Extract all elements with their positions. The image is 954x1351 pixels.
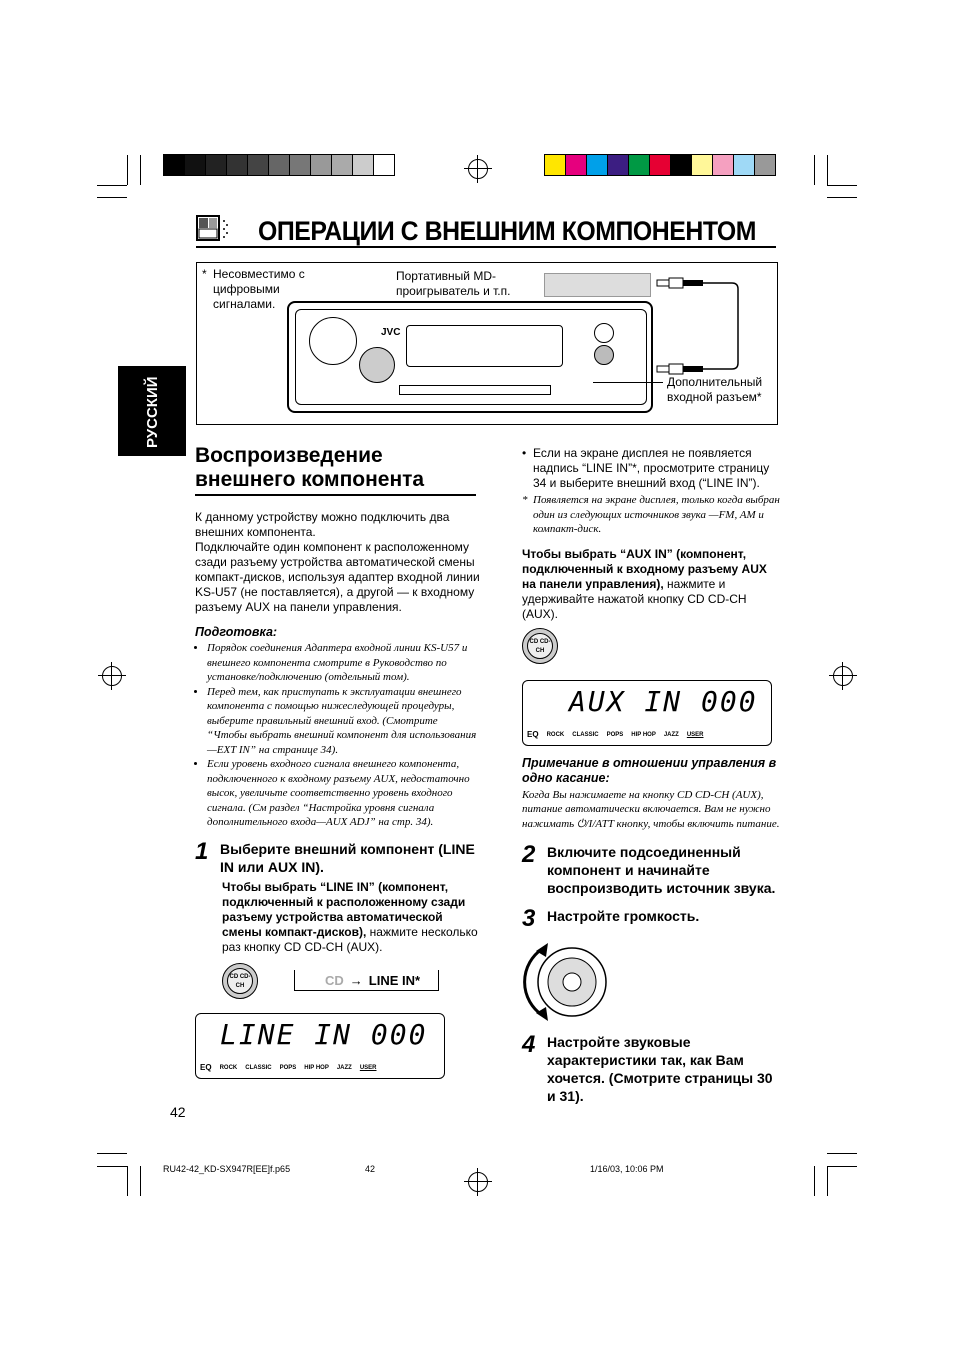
flow-line-in: LINE IN* (368, 972, 421, 988)
registration-mark (102, 666, 122, 686)
lcd-text: LINE IN 000 (220, 1017, 428, 1051)
eq-labels (527, 731, 704, 739)
aux-in-instruction: Чтобы выбрать “AUX IN” (компонент, подключенный к входному разъему AUX на панели управления), (522, 546, 767, 591)
color-swatch (226, 154, 248, 176)
crop-mark (97, 1153, 127, 1154)
eq-label: USER (686, 731, 704, 738)
step-number: 1 (195, 837, 209, 865)
color-swatch (586, 154, 608, 176)
section-heading: Воспроизведение внешнего компонента (195, 444, 425, 491)
preset-buttons[interactable] (399, 385, 551, 395)
color-swatch (670, 154, 692, 176)
color-swatch (649, 154, 671, 176)
color-swatch (628, 154, 650, 176)
step-4-text: Настройте звуковые характеристики так, как Вам хочется. (Смотрите страницы 30 и 31). (547, 1034, 773, 1104)
line-in-note (522, 446, 784, 491)
eq-labels (200, 1064, 377, 1072)
step-number: 4 (522, 1031, 536, 1058)
crop-mark (127, 155, 128, 185)
eq-label: USER (359, 1064, 377, 1071)
eq-label: EQ (200, 1062, 212, 1072)
intro-paragraph: К данному устройству можно подключить два внешних компонента. (195, 510, 450, 539)
step-3 (522, 907, 784, 931)
step-number: 2 (522, 841, 536, 868)
eq-label: JAZZ (663, 731, 679, 738)
step-1-text: Выберите внешний компонент (LINE IN или AUX IN). (220, 840, 475, 875)
note-title: Примечание в отношении управления в одно касание: (522, 755, 777, 785)
grayscale-bar (163, 154, 394, 176)
color-swatch (754, 154, 776, 176)
eq-label: POPS (279, 1064, 297, 1071)
bullet-icon: • (522, 446, 527, 460)
control-dial (309, 317, 357, 365)
footer-filename: RU42-42_KD-SX947R[EE]f.p65 (163, 1164, 291, 1174)
crop-mark (97, 185, 127, 186)
footer-date: 1/16/03, 10:06 PM (590, 1164, 664, 1174)
left-column (195, 444, 480, 1079)
page-number: 42 (170, 1104, 186, 1120)
flow-cd: CD (325, 972, 344, 988)
color-swatch (268, 154, 290, 176)
portable-player-label: Портативный MD-проигрыватель и т.п. (396, 269, 511, 298)
registration-mark (468, 159, 488, 179)
incompatibility-note: Несовместимо с цифровыми сигналами. (213, 267, 305, 311)
crop-mark (827, 185, 857, 186)
crop-mark (140, 155, 141, 185)
pointer-line (593, 382, 663, 383)
color-swatch (691, 154, 713, 176)
eq-label: HIP HOP (304, 1064, 329, 1071)
step-2 (522, 843, 784, 897)
color-bar (544, 154, 775, 176)
crop-mark (814, 155, 815, 185)
right-column (522, 446, 784, 1105)
preparation-item: • Если уровень входного сигнала внешнего компонента, подключенного к входному разъему AUX, недостаточно высок, увеличьте соответственно уровень входного сигнала. (См раздел “Настройка уровня сигнала дополнительного входа—AUX ADJ” на стр. 34). (207, 757, 480, 830)
cd-cdch-button[interactable] (522, 628, 558, 664)
preparation-item: • Перед тем, как приступать к эксплуатации внешнего компонента с помощью нижеследующей процедуры, выберите правильный внешний вход. (Смотрите “Чтобы выбрать внешний компонент для использования—EXT IN” на странице 34). (207, 685, 480, 758)
color-swatch (310, 154, 332, 176)
portable-player (544, 273, 651, 297)
preparation-title: Подготовка: (195, 625, 278, 639)
crop-mark (127, 1166, 128, 1196)
aux-jack-label: Дополнительный входной разъем* (667, 375, 763, 404)
preparation-item: • Порядок соединения Адаптера входной линии KS-U57 и внешнего компонента смотрите в Руководство по установке/подключению (отдельный том). (207, 641, 480, 685)
flow-box (294, 970, 439, 991)
page-title: ОПЕРАЦИИ С ВНЕШНИМ КОМПОНЕНТОМ (258, 216, 757, 246)
lcd-display (195, 1013, 445, 1079)
cd-button-label: CD CD-CH (227, 968, 253, 994)
crop-mark (140, 1166, 141, 1196)
color-swatch (352, 154, 374, 176)
cd-button-label: CD CD-CH (527, 633, 553, 659)
color-swatch (373, 154, 395, 176)
color-swatch (163, 154, 185, 176)
crop-mark (814, 1166, 815, 1196)
color-swatch (733, 154, 755, 176)
eq-label: JAZZ (336, 1064, 352, 1071)
eq-label: POPS (606, 731, 624, 738)
crop-mark (97, 1166, 127, 1167)
heading-rule (195, 494, 476, 496)
color-swatch (544, 154, 566, 176)
registration-mark (833, 666, 853, 686)
eq-label: CLASSIC (572, 731, 599, 738)
cd-cdch-button[interactable] (222, 963, 258, 999)
language-tab-label: РУССКИЙ (144, 376, 161, 448)
color-swatch (247, 154, 269, 176)
color-swatch (184, 154, 206, 176)
eq-label: HIP HOP (631, 731, 656, 738)
step-4 (522, 1033, 784, 1105)
footnote: * Появляется на экране дисплея, только когда выбран один из следующих источников звука —FM, AM и компакт-диск. (522, 493, 784, 537)
title-rule (196, 246, 776, 248)
crop-mark (827, 197, 857, 198)
crop-mark (827, 155, 828, 185)
color-swatch (205, 154, 227, 176)
color-swatch (331, 154, 353, 176)
eq-label: ROCK (219, 1064, 238, 1071)
lcd-text: AUX IN 000 (569, 684, 758, 718)
car-stereo-panel (287, 301, 653, 413)
aux-in-instruction-rest: нажмите и удерживайте нажатой кнопку CD CD-CH (AUX). (522, 576, 747, 621)
step-3-text: Настройте громкость. (547, 908, 700, 924)
step-number: 3 (522, 905, 536, 932)
color-swatch (289, 154, 311, 176)
line-in-instruction: Чтобы выбрать “LINE IN” (компонент, подключенный к расположенному сзади разъему устройства автоматической смены компакт-дисков), (222, 879, 466, 939)
footnote-text: Появляется на экране дисплея, только когда выбран один из следующих источников звука —FM, AM и компакт-диск. (533, 494, 780, 535)
step-2-text: Включите подсоединенный компонент и начинайте воспроизводить источник звука. (547, 844, 776, 896)
crop-mark (827, 1166, 828, 1196)
note-text: Когда Вы нажимаете на кнопку CD CD-CH (AUX), питание автоматически включается. Вам не нужно нажимать ⏻/I/ATT кнопку, чтобы включить питание. (522, 788, 780, 830)
lcd-display (522, 680, 772, 746)
crop-mark (827, 1166, 857, 1167)
color-swatch (607, 154, 629, 176)
eq-label: EQ (527, 729, 539, 739)
cd-button[interactable] (594, 345, 614, 365)
volume-knob (359, 347, 395, 383)
brand-logo: JVC (381, 327, 401, 338)
step-1 (195, 837, 480, 876)
footer-page: 42 (365, 1164, 376, 1174)
eq-label: ROCK (546, 731, 565, 738)
connection-diagram (196, 262, 778, 425)
intro-paragraph-2: Подключайте один компонент к расположенному сзади разъему устройства автоматической смены компакт-дисков, используя адаптер входной линии KS-U57 (не поставляется), а другой — к входному разъему AUX на панели управления. (195, 540, 480, 614)
crop-mark (97, 197, 127, 198)
language-tab (118, 366, 186, 456)
eq-label: CLASSIC (245, 1064, 272, 1071)
arrow-icon: → (349, 972, 363, 988)
display-window (406, 325, 563, 367)
aux-cable (652, 275, 742, 375)
color-swatch (565, 154, 587, 176)
volume-knob-icon (522, 937, 612, 1027)
source-flow (222, 963, 480, 999)
line-in-instruction-rest: нажмите несколько раз кнопку CD CD-CH (AUX). (222, 924, 478, 954)
color-swatch (712, 154, 734, 176)
registration-mark (468, 1172, 488, 1192)
crop-mark (827, 1153, 857, 1154)
footnote-star: * (202, 267, 207, 281)
component-icon (196, 215, 234, 243)
fm-am-button[interactable] (594, 323, 614, 343)
bullet-text: Если на экране дисплея не появляется надпись “LINE IN”*, просмотрите страницу 34 и выберите внешний вход (“LINE IN”). (533, 446, 770, 490)
